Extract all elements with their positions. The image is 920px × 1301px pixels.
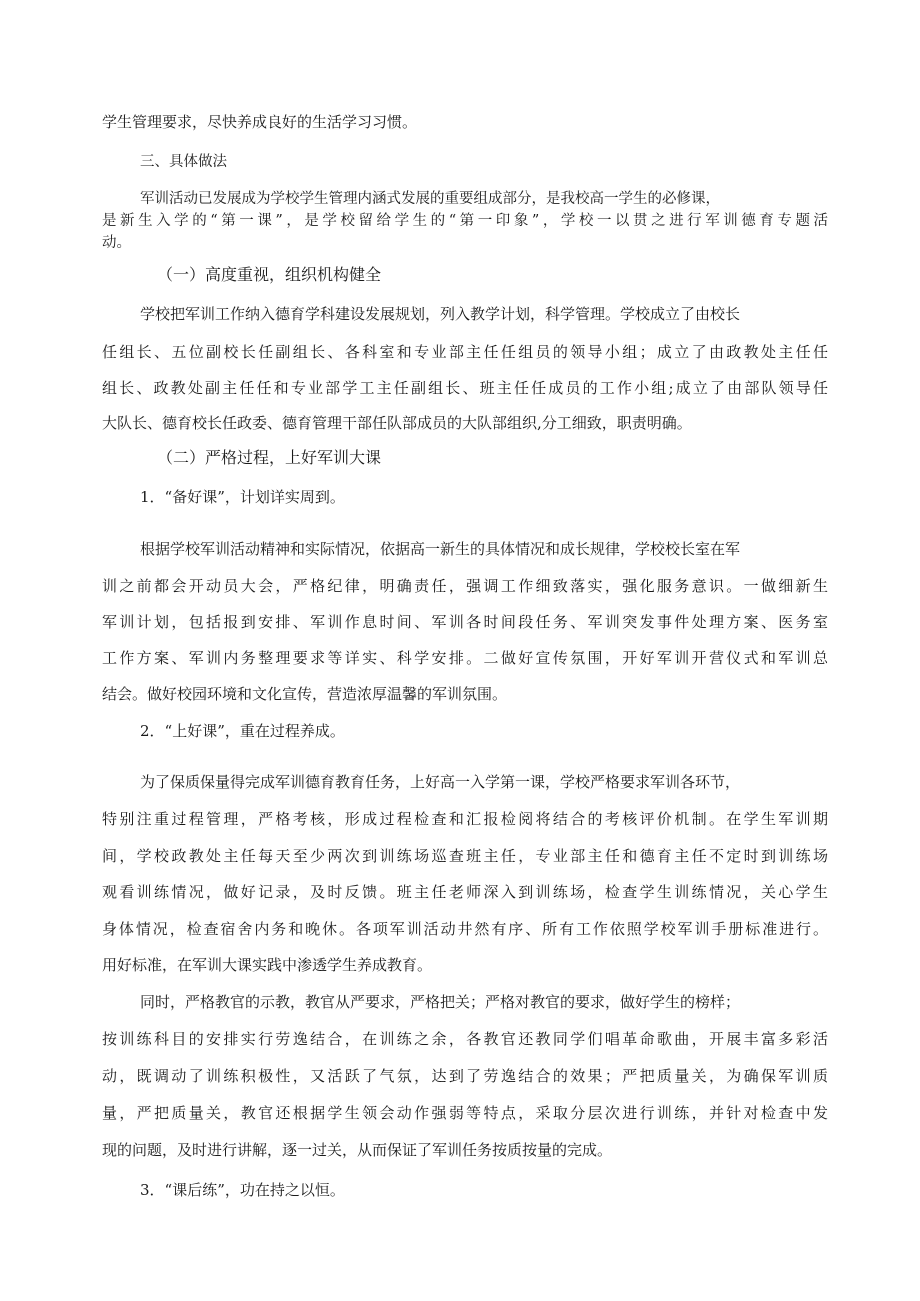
text-line: 是新生入学的“第一课”，是学校留给学生的“第一印象”，学校一以贯之进行军训德育专题活 — [102, 213, 828, 229]
text-line: 学生管理要求，尽快养成良好的生活学习习惯。 — [102, 113, 418, 131]
text-line: 任组长、五位副校长任副组长、各科室和专业部主任任组员的领导小组；成立了由政教处主任任 — [102, 343, 828, 361]
text-line: 同时，严格教官的示教，教官从严要求，严格把关；严格对教官的要求，做好学生的榜样； — [140, 993, 741, 1011]
subsection-heading: （二）严格过程，上好军训大课 — [157, 448, 382, 467]
text-line: 身体情况，检查宿舍内务和晚休。各项军训活动井然有序、所有工作依照学校军训手册标准进行。 — [102, 920, 828, 938]
text-line: 为了保质保量得完成军训德育教育任务，上好高一入学第一课，学校严格要求军训各环节， — [140, 773, 741, 791]
text-line: 用好标准，在军训大课实践中渗透学生养成教育。 — [102, 956, 433, 974]
text-line: 量，严把质量关，教官还根据学生领会动作强弱等特点，采取分层次进行训练，并针对检查中发 — [102, 1104, 828, 1122]
text-line: 根据学校军训活动精神和实际情况，依据高一新生的具体情况和成长规律，学校校长室在军 — [140, 540, 741, 558]
numbered-heading: 3．“课后练”，功在持之以恒。 — [140, 1181, 345, 1199]
section-heading: 三、具体做法 — [140, 154, 227, 170]
text-line: 军训计划，包括报到安排、军训作息时间、军训各时间段任务、军训突发事件处理方案、医务室 — [102, 613, 828, 631]
text-line: 组长、政教处副主任任和专业部学工主任副组长、班主任任成员的工作小组;成立了由部队领导任 — [102, 379, 828, 397]
text-line: 军训活动已发展成为学校学生管理内涵式发展的重要组成部分，是我校高一学生的必修课， — [140, 191, 720, 207]
text-line: 现的问题，及时进行讲解，逐一过关，从而保证了军训任务按质按量的完成。 — [102, 1141, 613, 1159]
text-line: 动。 — [102, 235, 131, 251]
text-line: 动，既调动了训练积极性，又活跃了气氛，达到了劳逸结合的效果；严把质量关，为确保军训质 — [102, 1067, 828, 1085]
numbered-heading: 1．“备好课”，计划详实周到。 — [140, 488, 345, 506]
text-line: 工作方案、军训内务整理要求等详实、科学安排。二做好宣传氛围，开好军训开营仪式和军训总 — [102, 649, 828, 667]
text-line: 特别注重过程管理，严格考核，形成过程检查和汇报检阅将结合的考核评价机制。在学生军训期 — [102, 810, 828, 828]
numbered-heading: 2．“上好课”，重在过程养成。 — [140, 722, 345, 740]
text-line: 观看训练情况，做好记录，及时反馈。班主任老师深入到训练场，检查学生训练情况，关心学生 — [102, 883, 828, 901]
text-line: 大队长、德育校长任政委、德育管理干部任队部成员的大队部组织,分工细致，职责明确。 — [102, 414, 692, 432]
text-line: 间，学校政教处主任每天至少两次到训练场巡查班主任，专业部主任和德育主任不定时到训练场 — [102, 847, 828, 865]
text-line: 训之前都会开动员大会，严格纪律，明确责任，强调工作细致落实，强化服务意识。一做细新生 — [102, 577, 828, 595]
subsection-heading: （一）高度重视，组织机构健全 — [157, 265, 382, 284]
text-line: 学校把军训工作纳入德育学科建设发展规划，列入教学计划，科学管理。学校成立了由校长 — [140, 305, 741, 323]
text-line: 按训练科目的安排实行劳逸结合，在训练之余，各教官还教同学们唱革命歌曲，开展丰富多彩活 — [102, 1030, 828, 1048]
text-line: 结会。做好校园环境和文化宣传，营造浓厚温馨的军训氛围。 — [102, 685, 508, 703]
